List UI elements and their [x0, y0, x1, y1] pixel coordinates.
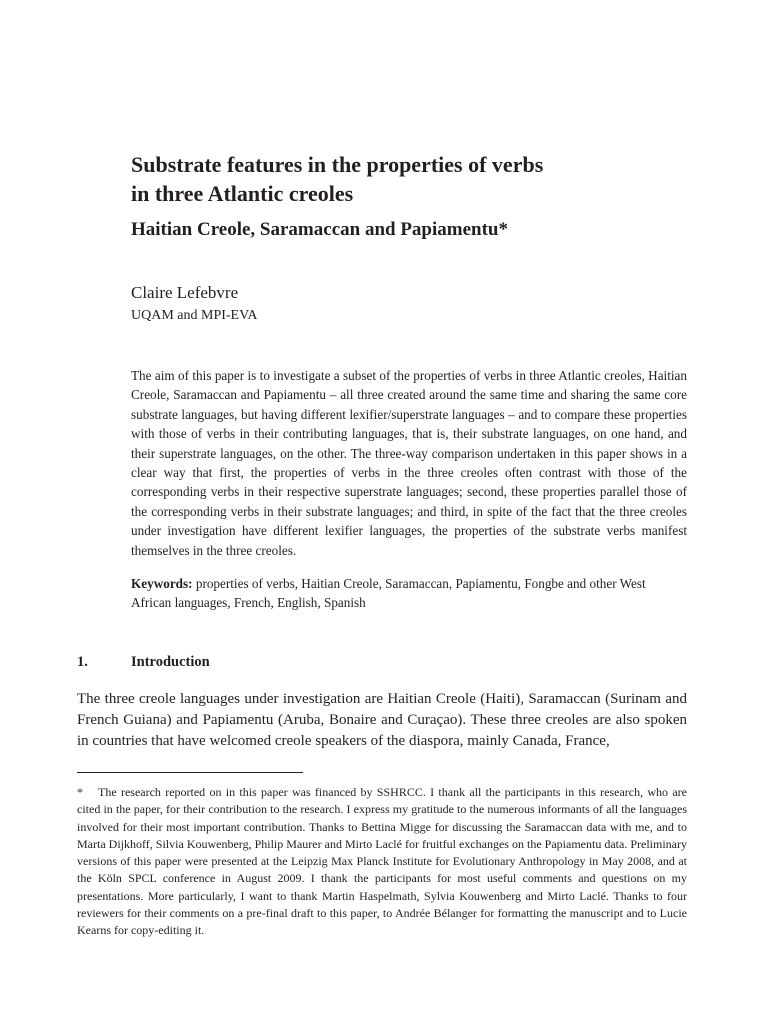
paper-subtitle: Haitian Creole, Saramaccan and Papiamentu*: [131, 219, 509, 240]
keywords: [131, 574, 687, 613]
keywords-label: Keywords:: [131, 576, 193, 591]
keywords-text: properties of verbs, Haitian Creole, Saramaccan, Papiamentu, Fongbe and other West African languages, French, English, Spanish: [131, 576, 646, 611]
paper-title-line-1: Substrate features in the properties of verbs: [131, 152, 544, 177]
author-name: Claire Lefebvre: [131, 283, 239, 302]
footnote-mark: *: [77, 785, 83, 799]
section-title: Introduction: [131, 654, 210, 670]
footnote-text: The research reported on in this paper was financed by SSHRCC. I thank all the participants in this research, who are cited in the paper, for their contribution to the research. I express my gratitude to the numerous informants of all the languages involved for their most important contribution. Thanks to Bettina Migge for discussing the Saramaccan data with me, and to Marta Dijkhoff, Silvia Kouwenberg, Philip Maurer and Mirto Laclé for fruitful exchanges on the Papiamentu data. Preliminary versions of this paper were presented at the Leipzig Max Planck Institute for Evolutionary Anthropology in May 2008, and at the Köln SPCL conference in August 2009. I thank the participants for most useful comments and questions on my presentations. More particularly, I want to thank Martin Haspelmath, Sylvia Kouwenberg and Mirto Laclé. Thanks to four reviewers for their comments on a pre-final draft to this paper, to Andrée Bélanger for formatting the manuscript and to Lucie Kearns for copy-editing it.: [77, 785, 687, 938]
paper-title: [131, 150, 691, 208]
section-heading: [77, 652, 687, 672]
body-paragraph: The three creole languages under investigation are Haitian Creole (Haiti), Saramaccan (Surinam and French Guiana) and Papiamentu (Aruba, Bonaire and Curaçao). These three creoles are also spoken in countries that have welcomed creole speakers of the diaspora, mainly Canada, France,: [77, 691, 687, 749]
footnote: [77, 784, 687, 940]
footnote-divider: [77, 772, 303, 773]
paper-title-line-2: in three Atlantic creoles: [131, 181, 354, 206]
author-affiliation: UQAM and MPI-EVA: [131, 308, 258, 323]
abstract: The aim of this paper is to investigate a subset of the properties of verbs in three Atlantic creoles, Haitian Creole, Saramaccan and Papiamentu – all three created around the same time and sharing the same core substrate languages, but having different lexifier/superstrate languages – and to compare these properties with those of verbs in their contributing languages, that is, their substrate languages, on one hand, and their superstrate languages, on the other. The three-way comparison undertaken in this paper shows in a clear way that first, the properties of verbs in the three creoles often contrast with those of the corresponding verbs in their respective superstrate languages; second, these properties parallel those of the corresponding verbs in their substrate languages; and third, in spite of the fact that the three creoles under investigation have different lexifier languages, the properties of the substrate verbs manifest themselves in the three creoles.: [131, 368, 687, 558]
section-number: 1.: [77, 654, 88, 670]
